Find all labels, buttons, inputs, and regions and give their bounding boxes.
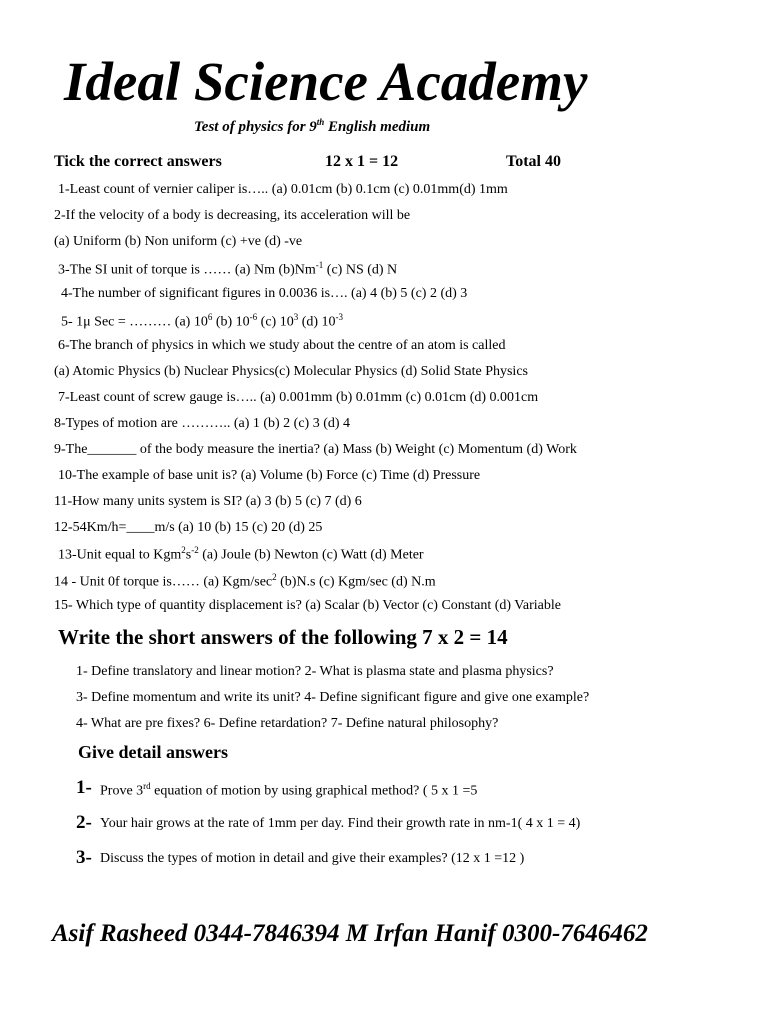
q5-text-d: (d) 10 xyxy=(298,314,336,330)
question-2-options: (a) Uniform (b) Non uniform (c) +ve (d) -ve xyxy=(54,234,303,249)
detail-number-1: 1- xyxy=(76,777,92,798)
question-11: 11-How many units system is SI? (a) 3 (b) 5 (c) 7 (d) 6 xyxy=(54,494,362,509)
question-14 xyxy=(54,572,436,591)
q5-text-a: 5- 1μ Sec = ……… (a) 10 xyxy=(61,314,208,330)
total-marks: Total 40 xyxy=(506,153,561,170)
q3-text: 3-The SI unit of torque is …… (a) Nm (b)Nm xyxy=(58,262,316,278)
q13-text: 13-Unit equal to Kgm xyxy=(58,547,182,563)
short-answer-line-2: 3- Define momentum and write its unit? 4- Define significant figure and give one example? xyxy=(76,690,590,705)
question-12: 12-54Km/h=____m/s (a) 10 (b) 15 (c) 20 (d) 25 xyxy=(54,520,323,535)
detail-1-text-end: equation of motion by using graphical method? ( 5 x 1 =5 xyxy=(150,783,478,799)
q13-text-end: (a) Joule (b) Newton (c) Watt (d) Meter xyxy=(198,547,424,563)
q5-sup-4: -3 xyxy=(335,312,344,322)
q5-sup-1: 6 xyxy=(207,312,213,322)
question-8: 8-Types of motion are ……….. (a) 1 (b) 2 (c) 3 (d) 4 xyxy=(54,416,351,431)
q14-text: 14 - Unit 0f torque is…… (a) Kgm/sec xyxy=(54,574,273,590)
question-4: 4-The number of significant figures in 0.0036 is…. (a) 4 (b) 5 (c) 2 (d) 3 xyxy=(61,286,468,301)
question-3 xyxy=(58,260,397,279)
footer-contacts: Asif Rasheed 0344-7846394 M Irfan Hanif 0300-7646462 xyxy=(52,920,648,947)
question-7: 7-Least count of screw gauge is….. (a) 0.001mm (b) 0.01mm (c) 0.01cm (d) 0.001cm xyxy=(58,390,539,405)
mcq-heading: Tick the correct answers xyxy=(54,153,222,170)
q5-sup-3: 3 xyxy=(293,312,299,322)
detail-question-1 xyxy=(100,781,477,800)
q3-superscript: -1 xyxy=(315,260,324,270)
q5-text-b: (b) 10 xyxy=(212,314,250,330)
detail-1-text: Prove 3 xyxy=(100,783,144,799)
subtitle-text-end: English medium xyxy=(324,119,431,135)
question-2: 2-If the velocity of a body is decreasing, its acceleration will be xyxy=(54,208,411,223)
detail-1-superscript: rd xyxy=(143,781,151,791)
question-6: 6-The branch of physics in which we study about the centre of an atom is called xyxy=(58,338,506,353)
q13-text-mid: s xyxy=(185,547,192,563)
q5-sup-2: -6 xyxy=(249,312,258,322)
mcq-marks: 12 x 1 = 12 xyxy=(325,153,399,170)
question-5 xyxy=(61,312,343,331)
question-9: 9-The_______ of the body measure the inertia? (a) Mass (b) Weight (c) Momentum (d) Work xyxy=(54,442,577,457)
detail-question-2: Your hair grows at the rate of 1mm per day. Find their growth rate in nm-1( 4 x 1 = 4) xyxy=(100,816,581,831)
academy-title: Ideal Science Academy xyxy=(64,51,588,112)
subtitle-superscript: th xyxy=(316,117,325,127)
test-subtitle xyxy=(194,117,430,136)
q14-sup: 2 xyxy=(272,572,277,582)
short-answer-line-1: 1- Define translatory and linear motion? 2- What is plasma state and plasma physics? xyxy=(76,664,554,679)
q14-text-end: (b)N.s (c) Kgm/sec (d) N.m xyxy=(276,574,436,590)
question-6-options: (a) Atomic Physics (b) Nuclear Physics(c) Molecular Physics (d) Solid State Physics xyxy=(54,364,528,379)
subtitle-text: Test of physics for 9 xyxy=(194,119,317,135)
detail-answers-heading: Give detail answers xyxy=(78,742,228,762)
short-answer-line-3: 4- What are pre fixes? 6- Define retardation? 7- Define natural philosophy? xyxy=(76,716,499,731)
q13-sup-1: 2 xyxy=(181,545,186,555)
q3-text-end: (c) NS (d) N xyxy=(323,262,398,278)
q13-sup-2: -2 xyxy=(191,545,199,555)
q5-text-c: (c) 10 xyxy=(257,314,294,330)
short-answers-heading: Write the short answers of the following 7 x 2 = 14 xyxy=(58,625,508,649)
detail-number-3: 3- xyxy=(76,847,92,868)
question-1: 1-Least count of vernier caliper is….. (a) 0.01cm (b) 0.1cm (c) 0.01mm(d) 1mm xyxy=(58,182,508,197)
question-10: 10-The example of base unit is? (a) Volume (b) Force (c) Time (d) Pressure xyxy=(58,468,481,483)
detail-number-2: 2- xyxy=(76,812,92,833)
question-13 xyxy=(58,545,424,564)
detail-question-3: Discuss the types of motion in detail and give their examples? (12 x 1 =12 ) xyxy=(100,851,525,866)
question-15: 15- Which type of quantity displacement is? (a) Scalar (b) Vector (c) Constant (d) Variable xyxy=(54,598,561,613)
